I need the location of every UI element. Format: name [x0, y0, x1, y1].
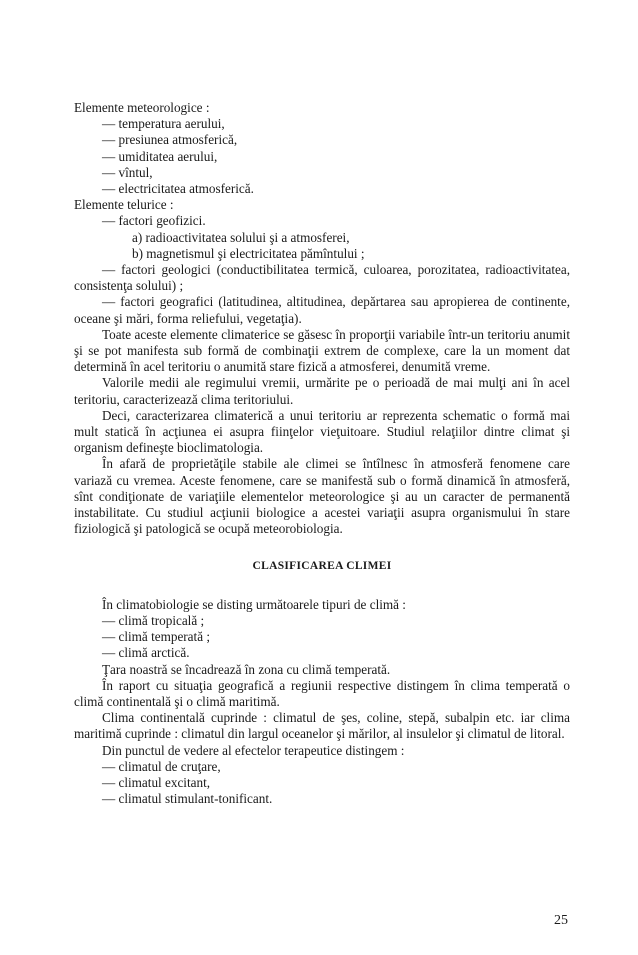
list-item: — climă tropicală ; — [102, 612, 205, 628]
paragraph: În climatobiologie se disting următoarele tipuri de climă : — [102, 596, 406, 612]
list-item: — presiunea atmosferică, — [102, 132, 238, 148]
paragraph: Din punctul de vedere al efectelor terapeutice distingem : — [102, 742, 405, 758]
paragraph: — factori geografici (latitudinea, altitudinea, depărtarea sau apropierea de continente, oceane şi mări, forma reliefului, vegetaţia). — [74, 294, 570, 326]
sub-item: b) magnetismul şi electricitatea pămîntului ; — [132, 245, 365, 261]
heading-telluric: Elemente telurice : — [74, 197, 174, 213]
page-number: 25 — [554, 913, 568, 928]
list-item: — climatul stimulant-tonificant. — [102, 791, 273, 807]
list-item: — vîntul, — [102, 164, 153, 180]
list-item: — climatul de cruţare, — [102, 758, 221, 774]
heading-meteorological: Elemente meteorologice : — [74, 100, 210, 115]
paragraph: Ţara noastră se încadrează în zona cu climă temperată. — [102, 661, 391, 677]
list-item: — climă arctică. — [102, 645, 190, 661]
paragraph: În afară de proprietăţile stabile ale climei se întîlnesc în atmosferă fenomene care variază cu vremea. Aceste fenomene, care se manifestă sub o formă dinamică în atmosferă, sînt condiţionate de variaţiile elementelor meteorologice şi au un caracter de permanentă instabilitate. Cu studiul acţiunii biologice a acestei variaţii asupra organismului în stare fiziologică şi patologică se ocupă meteorobiologia. — [74, 456, 570, 537]
list-item: — temperatura aerului, — [102, 116, 225, 132]
paragraph: În raport cu situaţia geografică a regiunii respective distingem în clima temperată o climă continentală şi o climă maritimă. — [74, 677, 570, 709]
list-item: — electricitatea atmosferică. — [102, 181, 254, 197]
list-item: — factori geofizici. — [102, 213, 206, 229]
section-title: CLASIFICAREA CLIMEI — [252, 560, 392, 573]
paragraph: Toate aceste elemente climaterice se găsesc în proporţii variabile într-un teritoriu anumit şi se pot manifesta sub formă de combinaţii extrem de complexe, care la un moment dat determină în acel teritoriu o anumită stare fizică a atmosferei, denumită vreme. — [74, 326, 570, 375]
paragraph: Clima continentală cuprinde : climatul de şes, coline, stepă, subalpin etc. iar clima maritimă cuprinde : climatul din largul oceanelor şi mărilor, al insulelor şi climatul de litoral. — [74, 710, 570, 742]
list-item: — climatul excitant, — [102, 774, 211, 790]
sub-item: a) radioactivitatea solului şi a atmosferei, — [132, 229, 350, 245]
list-item: — climă temperată ; — [102, 629, 211, 645]
list-item: — umiditatea aerului, — [102, 148, 218, 164]
paragraph: Deci, caracterizarea climaterică a unui teritoriu ar reprezenta schematic o formă mai mult statică în acţiunea ei asupra fiinţelor vieţuitoare. Studiul relaţiilor dintre climat şi organism defineşte bioclimatologia. — [74, 407, 570, 456]
paragraph: Valorile medii ale regimului vremii, urmărite pe o perioadă de mai mulţi ani în acel teritoriu, caracterizează clima teritoriului. — [74, 375, 570, 407]
paragraph: — factori geologici (conductibilitatea termică, culoarea, porozitatea, radioactivitatea, consistenţa solului) ; — [74, 262, 570, 294]
page-content — [74, 100, 570, 807]
